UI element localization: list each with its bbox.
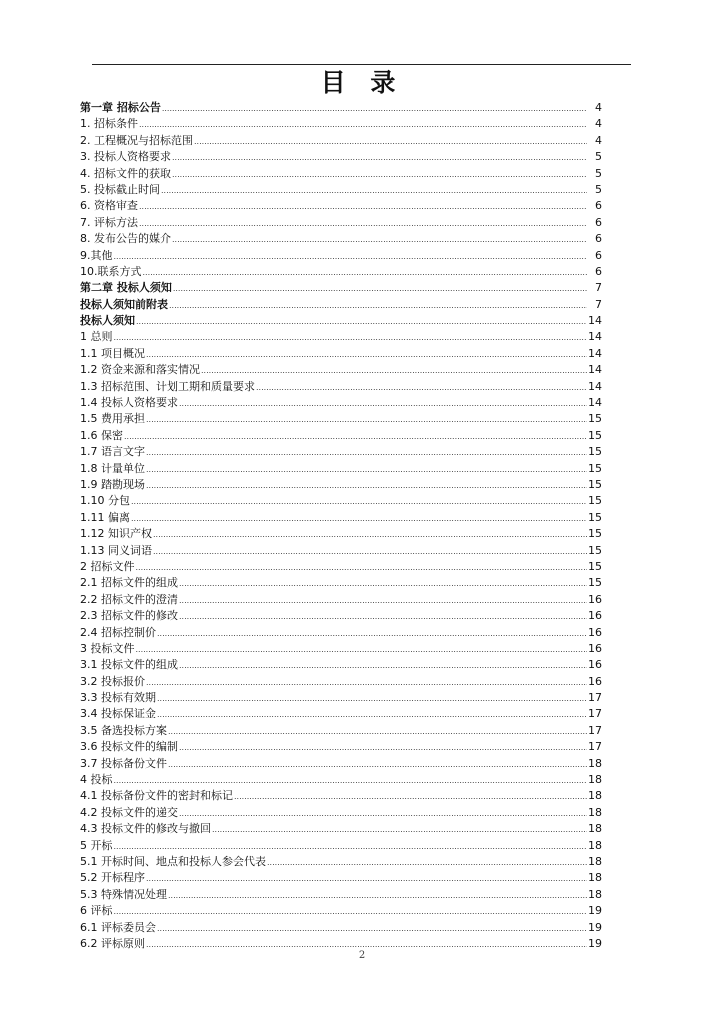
toc-entry-label: 3. 投标人资格要求: [80, 150, 171, 164]
toc-entry-page: 16: [588, 674, 602, 688]
toc-dot-leader: [146, 412, 587, 428]
toc-entry-page: 18: [588, 822, 602, 836]
toc-entry-page: 5: [595, 166, 602, 180]
toc-dot-leader: [157, 707, 587, 723]
toc-dot-leader: [179, 658, 587, 674]
toc-entry-label: 6. 资格审查: [80, 199, 138, 213]
toc-entry-page: 18: [588, 871, 602, 885]
toc-entry-label: 第二章 投标人须知: [80, 281, 172, 295]
toc-dot-leader: [114, 249, 588, 265]
toc-entry-label: 6 评标: [80, 904, 113, 918]
toc-dot-leader: [172, 167, 587, 183]
toc-entry[interactable]: [80, 723, 602, 739]
toc-entry-page: 18: [588, 805, 602, 819]
toc-dot-leader: [168, 724, 587, 740]
toc-entry[interactable]: [80, 329, 602, 345]
toc-entry-page: 14: [588, 379, 602, 393]
toc-entry-label: 1.2 资金来源和落实情况: [80, 363, 200, 377]
toc-entry-label: 10.联系方式: [80, 264, 142, 278]
toc-dot-leader: [212, 822, 587, 838]
toc-entry-page: 15: [588, 559, 602, 573]
toc-entry[interactable]: [80, 838, 602, 854]
toc-dot-leader: [256, 380, 587, 396]
toc-entry[interactable]: [80, 870, 602, 886]
toc-entry[interactable]: [80, 625, 602, 641]
toc-entry-page: 7: [595, 281, 602, 295]
toc-entry-page: 15: [588, 477, 602, 491]
toc-entry[interactable]: [80, 461, 602, 477]
toc-entry[interactable]: [80, 395, 602, 411]
toc-entry-page: 18: [588, 887, 602, 901]
toc-entry-label: 4.2 投标文件的递交: [80, 805, 178, 819]
toc-entry[interactable]: [80, 526, 602, 542]
toc-entry[interactable]: [80, 756, 602, 772]
toc-entry-label: 1.7 语言文字: [80, 445, 145, 459]
toc-entry-label: 7. 评标方法: [80, 215, 138, 229]
toc-entry-label: 2.4 招标控制价: [80, 625, 156, 639]
toc-entry-page: 15: [588, 510, 602, 524]
toc-dot-leader: [168, 888, 587, 904]
toc-dot-leader: [173, 281, 587, 297]
toc-entry-label: 2.3 招标文件的修改: [80, 609, 178, 623]
toc-entry-label: 1.3 招标范围、计划工期和质量要求: [80, 379, 255, 393]
toc-entry[interactable]: [80, 182, 602, 198]
toc-entry[interactable]: [80, 543, 602, 559]
toc-entry-label: 1.9 踏勘现场: [80, 477, 145, 491]
toc-entry-page: 15: [588, 494, 602, 508]
toc-entry[interactable]: [80, 887, 602, 903]
toc-dot-leader: [179, 609, 587, 625]
toc-entry-page: 16: [588, 658, 602, 672]
toc-entry-label: 3.1 投标文件的组成: [80, 658, 178, 672]
toc-entry[interactable]: [80, 313, 602, 329]
toc-dot-leader: [146, 871, 587, 887]
toc-entry-page: 5: [595, 150, 602, 164]
toc-dot-leader: [157, 691, 587, 707]
page-number: 2: [358, 950, 366, 961]
toc-entry-page: 18: [588, 773, 602, 787]
toc-entry[interactable]: [80, 706, 602, 722]
toc-entry-page: 7: [595, 297, 602, 311]
toc-entry[interactable]: [80, 248, 602, 264]
toc-dot-leader: [169, 298, 587, 314]
toc-entry-page: 19: [588, 904, 602, 918]
toc-dot-leader: [179, 576, 587, 592]
toc-entry[interactable]: [80, 100, 602, 116]
toc-entry-label: 投标人须知: [80, 314, 135, 328]
toc-entry-label: 3.7 投标备份文件: [80, 756, 167, 770]
toc-entry-label: 第一章 招标公告: [80, 101, 161, 114]
toc-entry[interactable]: [80, 805, 602, 821]
toc-entry[interactable]: [80, 510, 602, 526]
toc-entry-label: 1.12 知识产权: [80, 527, 152, 541]
toc-entry-page: 18: [588, 756, 602, 770]
toc-entry-label: 4.1 投标备份文件的密封和标记: [80, 789, 233, 803]
toc-entry-label: 投标人须知前附表: [80, 297, 168, 311]
toc-entry-page: 16: [588, 625, 602, 639]
toc-entry-label: 5.1 开标时间、地点和投标人参会代表: [80, 854, 266, 868]
toc-title: 目 录: [320, 68, 404, 97]
toc-entry-page: 17: [588, 740, 602, 754]
toc-entry-label: 3 投标文件: [80, 641, 135, 655]
toc-entry-label: 8. 发布公告的媒介: [80, 232, 171, 246]
toc-entry[interactable]: [80, 198, 602, 214]
toc-dot-leader: [153, 544, 587, 560]
toc-dot-leader: [143, 265, 588, 281]
toc-dot-leader: [168, 757, 587, 773]
toc-entry[interactable]: [80, 166, 602, 182]
toc-entry-label: 1.5 费用承担: [80, 412, 145, 426]
toc-dot-leader: [146, 675, 587, 691]
toc-entry-label: 1. 招标条件: [80, 117, 138, 131]
toc-entry[interactable]: [80, 788, 602, 804]
toc-dot-leader: [146, 347, 587, 363]
toc-entry[interactable]: [80, 657, 602, 673]
toc-entry-page: 18: [588, 789, 602, 803]
toc-entry[interactable]: [80, 362, 602, 378]
toc-dot-leader: [124, 429, 587, 445]
toc-entry-page: 4: [595, 133, 602, 147]
toc-entry-page: 6: [595, 232, 602, 246]
toc-dot-leader: [136, 314, 587, 330]
toc-entry-label: 1.8 计量单位: [80, 461, 145, 475]
toc-entry-page: 6: [595, 264, 602, 278]
toc-entry-label: 2. 工程概况与招标范围: [80, 133, 193, 147]
toc-entry-page: 14: [588, 363, 602, 377]
toc-entry-page: 15: [588, 412, 602, 426]
toc-entry-label: 9.其他: [80, 248, 113, 262]
toc-dot-leader: [194, 134, 587, 150]
toc-entry-label: 3.3 投标有效期: [80, 691, 156, 705]
toc-entry[interactable]: [80, 559, 602, 575]
toc-entry-label: 3.5 备选投标方案: [80, 723, 167, 737]
toc-entry-label: 5 开标: [80, 838, 113, 852]
toc-dot-leader: [161, 183, 587, 199]
toc-dot-leader: [114, 330, 588, 346]
toc-dot-leader: [179, 806, 587, 822]
toc-entry-label: 6.2 评标原则: [80, 936, 145, 950]
toc-entry[interactable]: [80, 411, 602, 427]
toc-dot-leader: [234, 789, 587, 805]
toc-dot-leader: [131, 511, 587, 527]
toc-dot-leader: [131, 494, 587, 510]
toc-entry-page: 15: [588, 576, 602, 590]
toc-dot-leader: [179, 593, 587, 609]
toc-entry-page: 5: [595, 182, 602, 196]
toc-entry[interactable]: [80, 690, 602, 706]
toc-entry[interactable]: [80, 575, 602, 591]
toc-entry-page: 19: [588, 936, 602, 950]
toc-entry-label: 1.6 保密: [80, 428, 123, 442]
toc-entry-label: 5.3 特殊情况处理: [80, 887, 167, 901]
toc-dot-leader: [153, 527, 587, 543]
toc-dot-leader: [114, 773, 588, 789]
toc-entry-label: 5. 投标截止时间: [80, 182, 160, 196]
toc-entry-page: 15: [588, 543, 602, 557]
toc-entry[interactable]: [80, 739, 602, 755]
toc-entry-label: 3.4 投标保证金: [80, 707, 156, 721]
toc-entry-label: 2 招标文件: [80, 559, 135, 573]
toc-entry[interactable]: [80, 641, 602, 657]
toc-dot-leader: [146, 445, 587, 461]
toc-dot-leader: [139, 199, 587, 215]
toc-dot-leader: [157, 626, 587, 642]
toc-dot-leader: [179, 396, 587, 412]
toc-entry-label: 2.2 招标文件的澄清: [80, 592, 178, 606]
toc-entry[interactable]: [80, 920, 602, 936]
toc-entry[interactable]: [80, 379, 602, 395]
toc-entry-label: 4. 招标文件的获取: [80, 166, 171, 180]
toc-entry-page: 16: [588, 609, 602, 623]
toc-entry-label: 2.1 招标文件的组成: [80, 576, 178, 590]
toc-entry-page: 14: [588, 314, 602, 328]
toc-entry-page: 14: [588, 396, 602, 410]
toc-entry[interactable]: [80, 264, 602, 280]
toc-dot-leader: [172, 150, 587, 166]
toc-entry-page: 17: [588, 691, 602, 705]
toc-entry-page: 4: [595, 101, 602, 114]
toc-dot-leader: [139, 117, 587, 133]
toc-dot-leader: [162, 101, 587, 117]
toc-entry[interactable]: [80, 903, 602, 919]
toc-entry-page: 15: [588, 445, 602, 459]
toc-dot-leader: [114, 839, 588, 855]
toc-entry-label: 4 投标: [80, 773, 113, 787]
toc-entry-page: 14: [588, 346, 602, 360]
toc-entry-label: 1.4 投标人资格要求: [80, 396, 178, 410]
toc-entry[interactable]: [80, 821, 602, 837]
toc-entry[interactable]: [80, 215, 602, 231]
toc-entry-label: 1.1 项目概况: [80, 346, 145, 360]
toc-entry-label: 4.3 投标文件的修改与撤回: [80, 822, 211, 836]
toc-entry[interactable]: [80, 346, 602, 362]
header-rule: [92, 64, 631, 65]
toc-entry-label: 5.2 开标程序: [80, 871, 145, 885]
toc-entry-page: 16: [588, 592, 602, 606]
toc-entry-label: 1 总则: [80, 330, 113, 344]
toc-entry-label: 3.6 投标文件的编制: [80, 740, 178, 754]
toc-entry-page: 15: [588, 428, 602, 442]
toc-entry[interactable]: [80, 149, 602, 165]
toc-entry[interactable]: [80, 608, 602, 624]
toc-entry-page: 17: [588, 707, 602, 721]
toc-entry-page: 15: [588, 461, 602, 475]
toc-entry-page: 6: [595, 199, 602, 213]
toc-dot-leader: [179, 740, 587, 756]
toc-entry[interactable]: [80, 854, 602, 870]
toc-entry[interactable]: [80, 477, 602, 493]
toc-entry[interactable]: [80, 133, 602, 149]
toc-dot-leader: [146, 478, 587, 494]
toc-entry[interactable]: [80, 428, 602, 444]
toc-entry-label: 1.10 分包: [80, 494, 130, 508]
toc-dot-leader: [146, 462, 587, 478]
toc-dot-leader: [136, 560, 588, 576]
toc-entry[interactable]: [80, 444, 602, 460]
toc-entry-label: 1.11 偏离: [80, 510, 130, 524]
toc-entry-label: 3.2 投标报价: [80, 674, 145, 688]
toc-entry-page: 6: [595, 215, 602, 229]
toc-entry[interactable]: [80, 592, 602, 608]
toc-entry-page: 6: [595, 248, 602, 262]
toc-entry-page: 18: [588, 854, 602, 868]
toc-entry[interactable]: [80, 116, 602, 132]
toc-dot-leader: [114, 904, 588, 920]
toc-dot-leader: [201, 363, 587, 379]
toc-entry-page: 16: [588, 641, 602, 655]
toc-entry[interactable]: [80, 297, 602, 313]
toc-entry[interactable]: [80, 772, 602, 788]
toc-entry-page: 14: [588, 330, 602, 344]
toc-dot-leader: [139, 216, 587, 232]
toc-dot-leader: [136, 642, 588, 658]
toc-entry-label: 6.1 评标委员会: [80, 920, 156, 934]
toc-entry-page: 4: [595, 117, 602, 131]
toc-entry[interactable]: [80, 231, 602, 247]
toc-entry-page: 19: [588, 920, 602, 934]
toc-entry[interactable]: [80, 280, 602, 296]
table-of-contents: [80, 100, 602, 952]
toc-entry-label: 1.13 同义词语: [80, 543, 152, 557]
toc-dot-leader: [172, 232, 587, 248]
toc-entry-page: 15: [588, 527, 602, 541]
toc-entry[interactable]: [80, 674, 602, 690]
toc-dot-leader: [157, 921, 587, 937]
toc-dot-leader: [267, 855, 587, 871]
toc-entry-page: 18: [588, 838, 602, 852]
toc-entry[interactable]: [80, 493, 602, 509]
toc-entry-page: 17: [588, 723, 602, 737]
